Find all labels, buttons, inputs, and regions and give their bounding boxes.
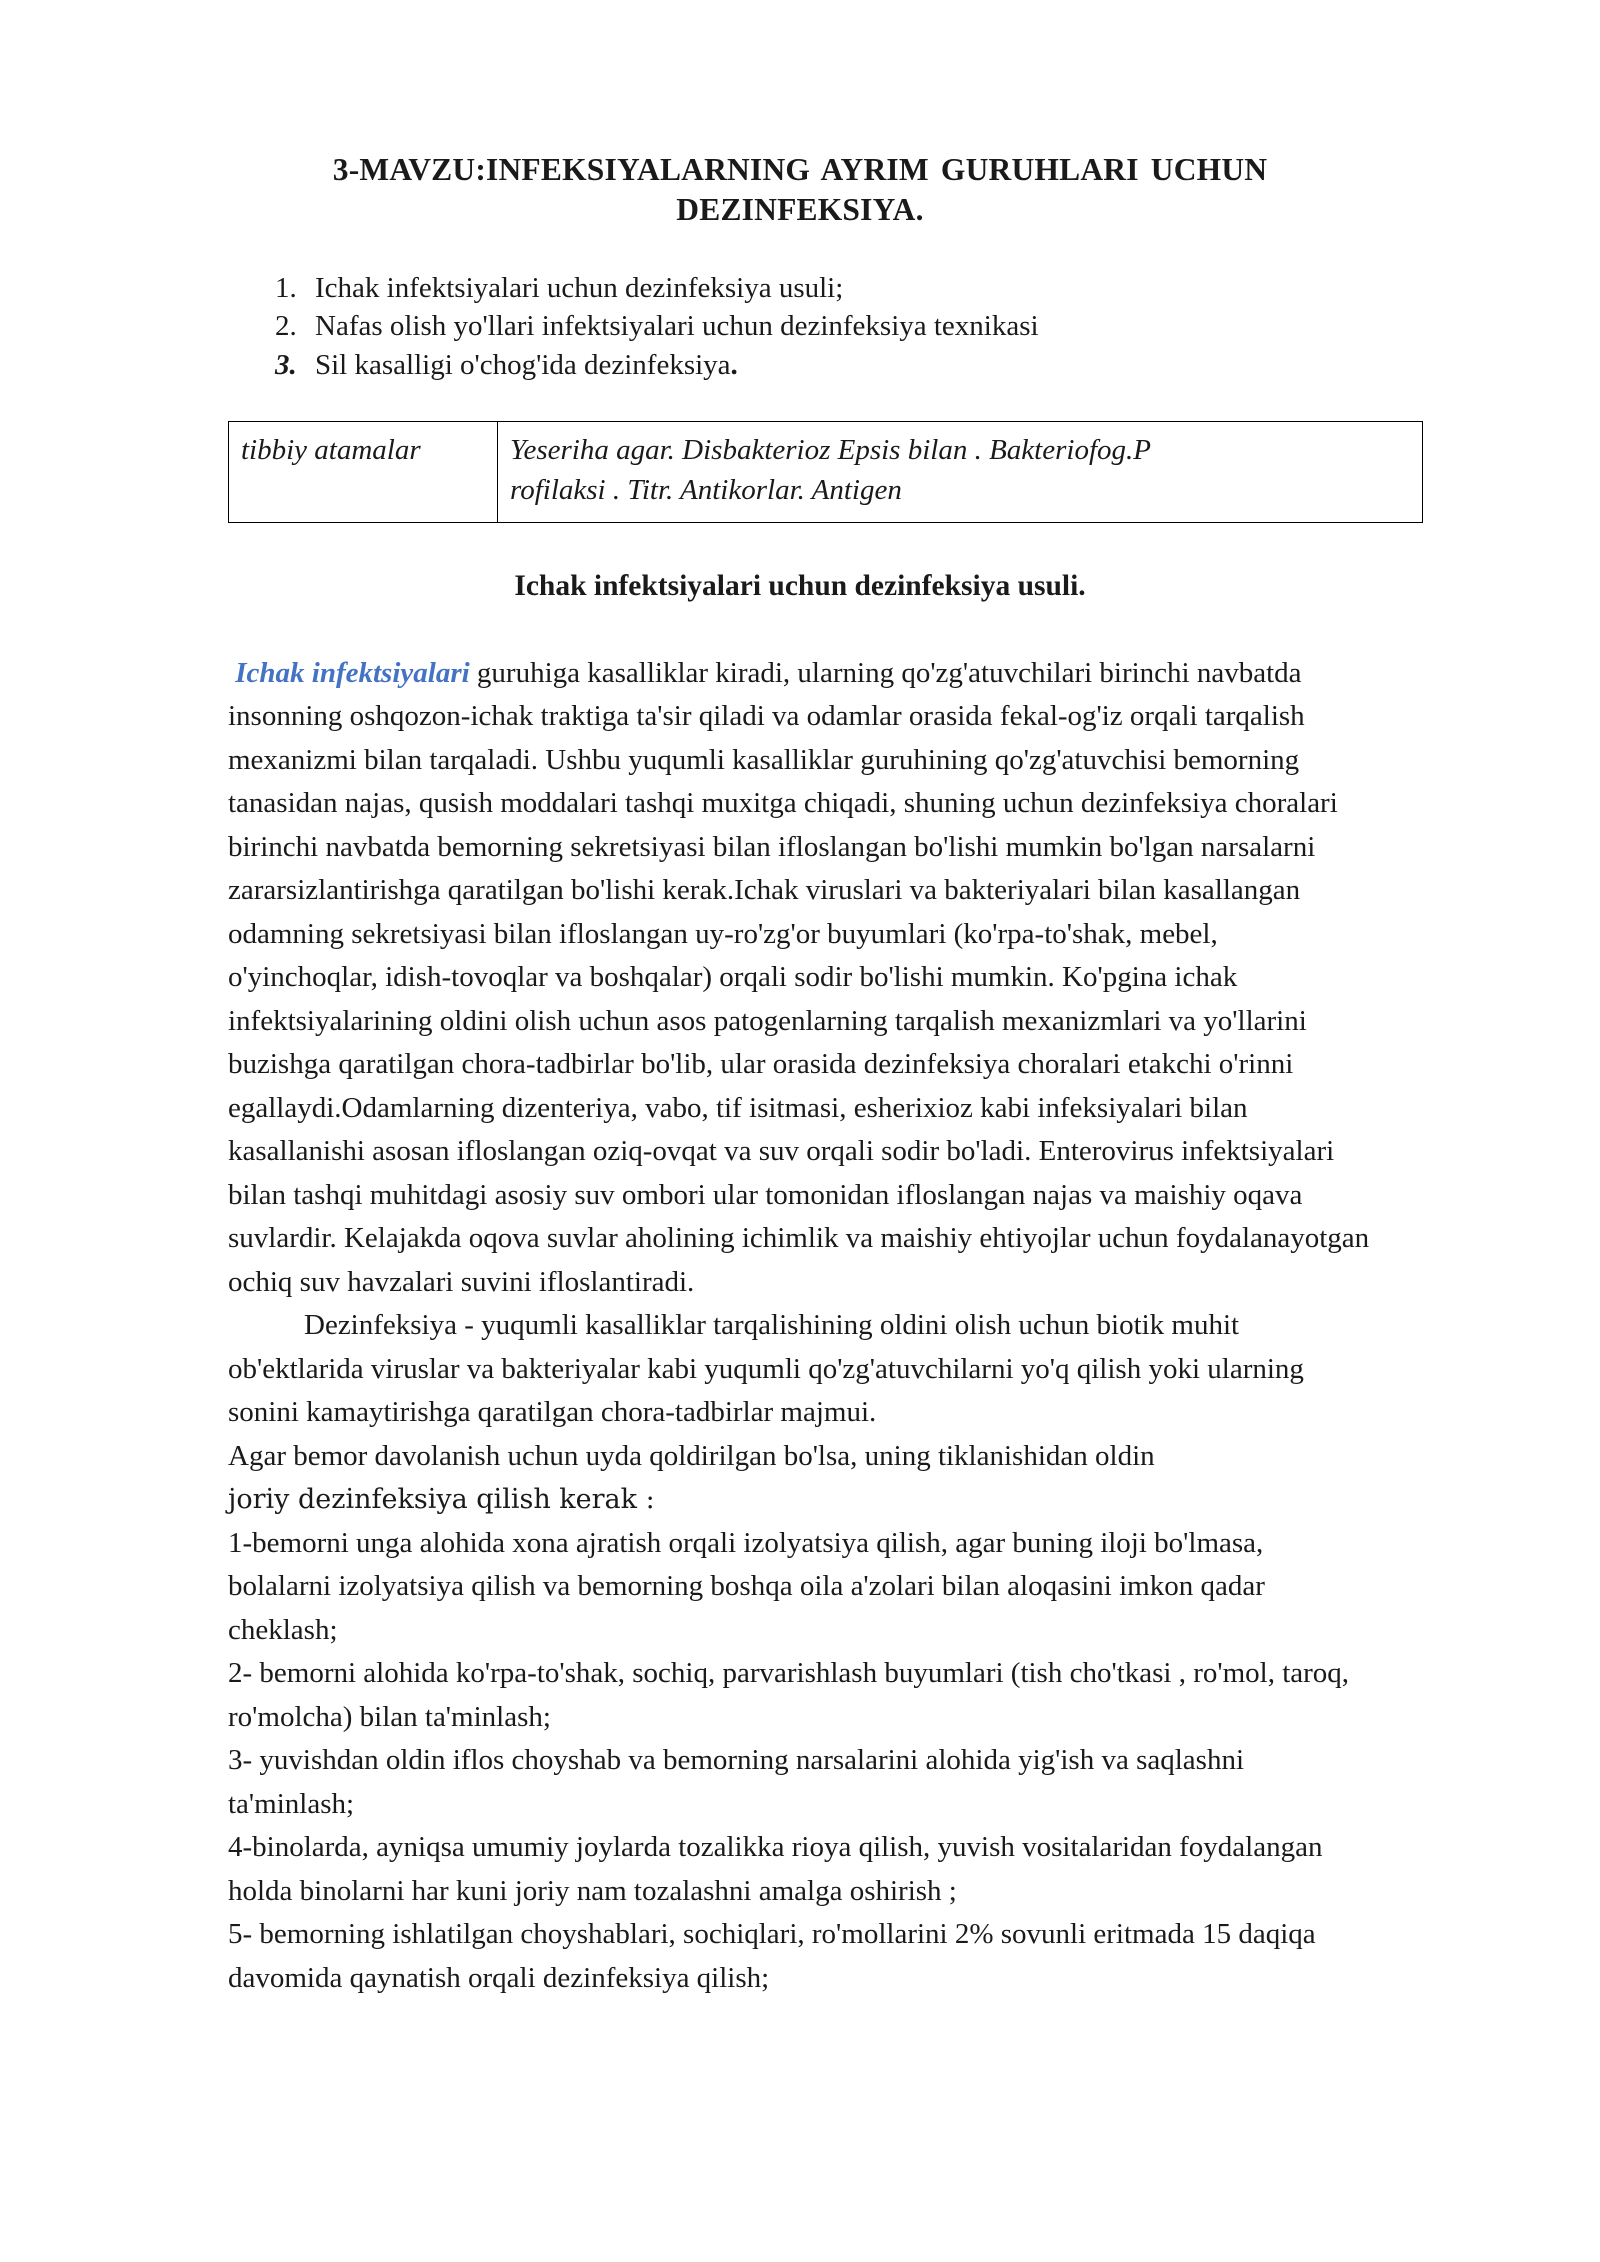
list-item-text: Sil kasalligi o'chog'ida dezinfeksiya <box>315 349 731 382</box>
table-row <box>229 422 1423 523</box>
lead-term-highlight: Ichak infektsiyalari <box>235 656 470 689</box>
page-title-line-2: DEZINFEKSIYA. <box>676 192 924 228</box>
body-content <box>228 652 1372 2001</box>
list-item-period: . <box>730 349 738 382</box>
medical-terms-table <box>228 421 1423 523</box>
list-item-number: 3. <box>275 349 297 382</box>
step-item-4: 4-binolarda, ayniqsa umumiy joylarda tozalikka rioya qilish, yuvish vositalaridan foydalangan holda binolarni har kuni joriy nam tozalashni amalga oshirish ; <box>228 1831 1323 1907</box>
step-item-1: 1-bemorni unga alohida xona ajratish orqali izolyatsiya qilish, agar buning iloji bo'lmasa, bolalarni izolyatsiya qilish va bemorning boshqa oila a'zolari bilan aloqasini imkon qadar cheklash; <box>228 1526 1265 1646</box>
list-item <box>228 307 1372 346</box>
step-item-3: 3- yuvishdan oldin iflos choyshab va bemorning narsalarini alohida yig'ish va saqlashni ta'minlash; <box>228 1744 1245 1820</box>
topic-list <box>228 269 1372 386</box>
list-item-number: 2. <box>275 310 297 343</box>
table-cell-term-label: tibbiy atamalar <box>229 422 498 523</box>
page-title-line-1: 3-MAVZU:INFEKSIYALARNING AYRIM GURUHLARI UCHUN <box>332 152 1268 187</box>
section-heading: Ichak infektsiyalari uchun dezinfeksiya usuli. <box>514 570 1086 603</box>
page-title <box>228 150 1372 231</box>
list-item-label: Nafas olish yo'llari infektsiyalari uchun dezinfeksiya texnikasi <box>315 310 1039 343</box>
paragraph-home-care: Agar bemor davolanish uchun uyda qoldirilgan bo'lsa, uning tiklanishidan oldin <box>228 1439 1155 1472</box>
list-item <box>228 346 1372 385</box>
list-item-label <box>315 346 1372 385</box>
paragraph-intro <box>228 652 1372 1305</box>
term-values-line-1: Yeseriha agar. Disbakterioz Epsis bilan . Bakteriofog.P <box>510 434 1151 467</box>
list-item <box>228 269 1372 308</box>
step-item-2: 2- bemorni alohida ko'rpa-to'shak, sochiq, parvarishlash buyumlari (tish cho'tkasi , ro'mol, taroq, ro'molcha) bilan ta'minlash; <box>228 1657 1350 1733</box>
paragraph-definition: Dezinfeksiya - yuqumli kasalliklar tarqalishining oldini olish uchun biotik muhit ob'ektlarida viruslar va bakteriyalar kabi yuqumli qo'zg'atuvchilarni yo'q qilish yoki ularning sonini kamaytirishga qaratilgan chora-tadbirlar majmui. <box>228 1309 1304 1429</box>
step-item-5: 5- bemorning ishlatilgan choyshablari, sochiqlari, ro'mollarini 2% sovunli eritmada 15 daqiqa davomida qaynatish orqali dezinfeksiya qilish; <box>228 1918 1316 1994</box>
term-values-line-2: rofilaksi . Titr. Antikorlar. Antigen <box>510 474 902 507</box>
table-cell-term-values <box>498 422 1423 523</box>
list-item-label: Ichak infektsiyalari uchun dezinfeksiya usuli; <box>315 271 844 304</box>
list-item-number: 1. <box>275 271 297 304</box>
subheading-current-disinfection: joriy dezinfeksiya qilish kerak : <box>228 1484 655 1516</box>
paragraph-intro-rest: guruhiga kasalliklar kiradi, ularning qo'zg'atuvchilari birinchi navbatda insonning oshqozon-ichak traktiga ta'sir qiladi va odamlar orasida fekal-og'iz orqali tarqalish mexanizmi bilan tarqaladi. Ushbu yuqumli kasalliklar guruhining qo'zg'atuvchisi bemorning tanasidan najas, qusish moddalari tashqi muxitga chiqadi, shuning uchun dezinfeksiya choralari birinchi navbatda bemorning sekretsiyasi bilan ifloslangan bo'lishi mumkin bo'lgan narsalarni zararsizlantirishga qaratilgan bo'lishi kerak.Ichak viruslari va bakteriyalari bilan kasallangan odamning sekretsiyasi bilan ifloslangan uy-ro'zg'or buyumlari (ko'rpa-to'shak, mebel, o'yinchoqlar, idish-tovoqlar va boshqalar) orqali sodir bo'lishi mumkin. Ko'pgina ichak infektsiyalarining oldini olish uchun asos patogenlarning tarqalish mexanizmlari va yo'llarini buzishga qaratilgan chora-tadbirlar bo'lib, ular orasida dezinfeksiya choralari etakchi o'rinni egallaydi.Odamlarning dizenteriya, vabo, tif isitmasi, esherixioz kabi infeksiyalari bilan kasallanishi asosan ifloslangan oziq-ovqat va suv orqali sodir bo'ladi. Enterovirus infektsiyalari bilan tashqi muhitdagi asosiy suv ombori ular tomonidan ifloslangan najas va maishiy oqava suvlardir. Kelajakda oqova suvlar aholining ichimlik va maishiy ehtiyojlar uchun foydalanayotgan ochiq suv havzalari suvini ifloslantiradi. <box>228 656 1370 1298</box>
